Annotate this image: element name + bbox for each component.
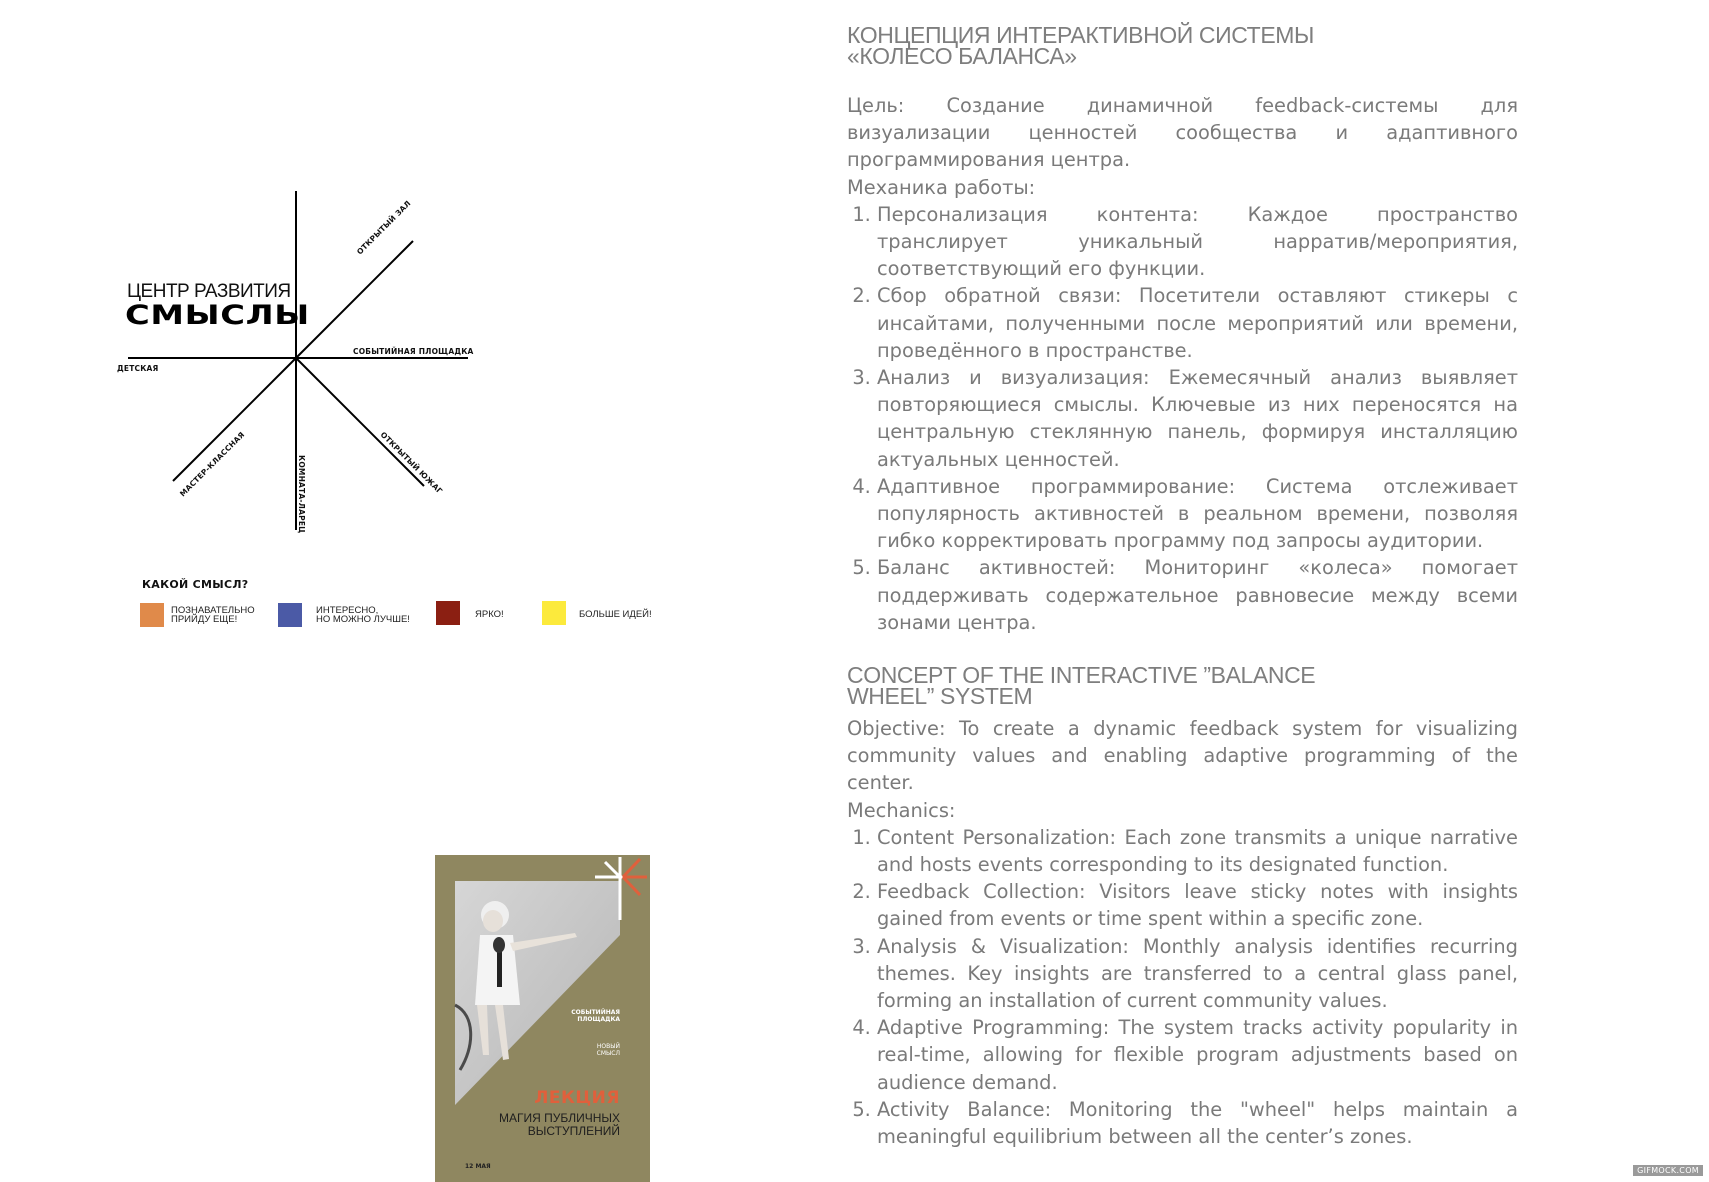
spoke-label-kids: ДЕТСКАЯ — [117, 364, 159, 373]
ru-mechanics-item: 5. Баланс активностей: Мониторинг «колеса» помогает поддерживать содержательное равновесие между всеми зонами центра. — [877, 554, 1518, 636]
legend-label-orange: ПОЗНАВАТЕЛЬНО ПРИЙДУ ЕЩЕ! — [171, 605, 255, 625]
en-mechanics-item: 4. Adaptive Programming: The system tracks activity popularity in real-time, allowing for flexible program adjustments based on audience demand. — [877, 1014, 1518, 1096]
ru-mechanics-item: 3. Анализ и визуализация: Ежемесячный анализ выявляет повторяющиеся смыслы. Ключевые из них переносятся на центральную стеклянную панель, формируя инсталляцию актуальных ценностей. — [877, 364, 1518, 473]
legend-label-red: ЯРКО! — [475, 609, 504, 620]
spoke-label-room-chest: КОМНАТА-ЛАРЕЦ — [297, 455, 306, 534]
ru-mechanics-label: Механика работы: — [847, 175, 1036, 199]
watermark: GIFMOCK.COM — [1633, 1165, 1703, 1176]
en-goal: Objective: To create a dynamic feedback system for visualizing community values and enabling adaptive programming of the center. — [847, 717, 1518, 795]
ru-mechanics-item: 1. Персонализация контента: Каждое пространство транслирует уникальный нарратив/мероприятия, соответствующий его функции. — [877, 201, 1518, 283]
spoke-label-open-hall: ОТКРЫТЫЙ ЗАЛ — [355, 198, 413, 257]
ru-body — [847, 92, 1518, 636]
legend-label-yellow: БОЛЬШЕ ИДЕЙ! — [579, 609, 652, 620]
event-poster — [435, 855, 650, 1182]
en-mechanics-item: 3. Analysis & Visualization: Monthly analysis identifies recurring themes. Key insights are transferred to a central glass panel, forming an installation of current community values. — [877, 933, 1518, 1015]
ru-mechanics-list — [847, 201, 1518, 636]
en-body — [847, 715, 1518, 1150]
legend-label-blue: ИНТЕРЕСНО, НО МОЖНО ЛУЧШЕ! — [316, 605, 410, 625]
legend-swatch-yellow — [542, 601, 566, 625]
balance-wheel-diagram — [0, 0, 760, 700]
wheel-spoke-diagonal-down-left — [173, 358, 296, 481]
poster-date: 12 МАЯ — [465, 1163, 491, 1170]
en-mechanics-item: 2. Feedback Collection: Visitors leave sticky notes with insights gained from events or time spent within a specific zone. — [877, 878, 1518, 932]
en-mechanics-label: Mechanics: — [847, 798, 956, 822]
spoke-label-workshop: МАСТЕР-КЛАССНАЯ — [178, 430, 247, 499]
center-name-subtitle: ЦЕНТР РАЗВИТИЯ — [127, 281, 291, 302]
legend-swatch-blue — [278, 603, 302, 627]
en-mechanics-item: 1. Content Personalization: Each zone transmits a unique narrative and hosts events corresponding to its designated function. — [877, 824, 1518, 878]
legend-swatch-red — [436, 601, 460, 625]
poster-brand: НОВЫЙ СМЫСЛ — [596, 1043, 620, 1057]
ru-heading: КОНЦЕПЦИЯ ИНТЕРАКТИВНОЙ СИСТЕМЫ «КОЛЕСО БАЛАНСА» — [847, 22, 1314, 69]
ru-goal: Цель: Создание динамичной feedback-системы для визуализации ценностей сообщества и адаптивного программирования центра. — [847, 94, 1518, 172]
poster-topic: МАГИЯ ПУБЛИЧНЫХ ВЫСТУПЛЕНИЙ — [498, 1111, 620, 1138]
ru-mechanics-item: 4. Адаптивное программирование: Система отслеживает популярность активностей в реальном времени, позволяя гибко корректировать программу под запросы аудитории. — [877, 473, 1518, 555]
poster-event-type: ЛЕКЦИЯ — [534, 1088, 620, 1108]
ru-mechanics-item: 2. Сбор обратной связи: Посетители оставляют стикеры с инсайтами, полученными после мероприятий или времени, проведённого в пространстве. — [877, 282, 1518, 364]
spoke-label-event-area: СОБЫТИЙНАЯ ПЛОЩАДКА — [353, 347, 474, 356]
en-mechanics-list — [847, 824, 1518, 1150]
en-mechanics-item: 5. Activity Balance: Monitoring the "wheel" helps maintain a meaningful equilibrium between all the center’s zones. — [877, 1096, 1518, 1150]
center-name-title: СМЫСЛЫ — [125, 300, 310, 331]
wheel-spoke-diagonal-down-right — [296, 358, 424, 486]
legend-swatch-orange — [140, 603, 164, 627]
poster-venue: СОБЫТИЙНАЯ ПЛОЩАДКА — [571, 1009, 620, 1023]
wheel-spoke-diagonal-up — [296, 241, 413, 358]
legend-title: КАКОЙ СМЫСЛ? — [142, 578, 249, 591]
spoke-label-open-yard: ОТКРЫТЫЙ ЮЖАГ — [378, 430, 445, 496]
en-heading: CONCEPT OF THE INTERACTIVE ”BALANCE WHEEL” SYSTEM — [847, 662, 1316, 709]
